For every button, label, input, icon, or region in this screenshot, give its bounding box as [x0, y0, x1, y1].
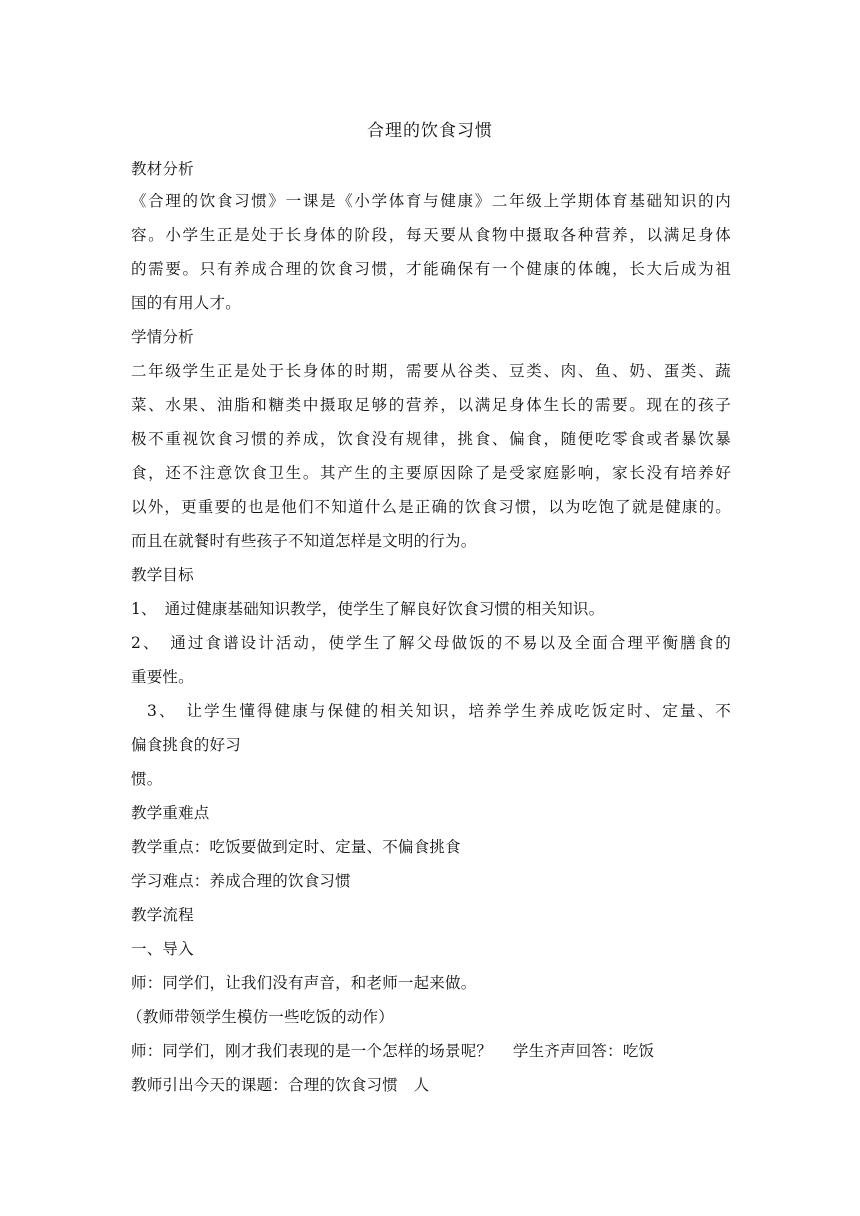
paragraph-line: 重要性。 [131, 668, 194, 686]
heading-teaching-goals: 教学目标 [131, 566, 194, 584]
heading-student-analysis: 学情分析 [131, 328, 194, 346]
goal-item-3: 3、 让学生懂得健康与保健的相关知识，培养学生养成吃饭定时、定量、不 [147, 702, 731, 720]
goal-item-2: 2、 通过食谱设计活动，使学生了解父母做饭的不易以及全面合理平衡膳食的 [131, 634, 731, 652]
difficult-point: 学习难点：养成合理的饮食习惯 [131, 872, 351, 890]
paragraph-line: 国的有用人才。 [131, 294, 241, 312]
key-point: 教学重点：吃饭要做到定时、定量、不偏食挑食 [131, 838, 461, 856]
document-title: 合理的饮食习惯 [367, 121, 493, 141]
paragraph-line: （教师带领学生模仿一些吃饭的动作） [127, 1008, 394, 1026]
paragraph-line: 惯。 [131, 770, 163, 788]
paragraph-line: 的需要。只有养成合理的饮食习惯，才能确保有一个健康的体魄，长大后成为祖 [131, 260, 731, 278]
paragraph-line: 师：同学们，刚才我们表现的是一个怎样的场景呢？ 学生齐声回答：吃饭 [131, 1042, 655, 1060]
paragraph-line: 容。小学生正是处于长身体的阶段，每天要从食物中摄取各种营养，以满足身体 [131, 226, 731, 244]
paragraph-line: 二年级学生正是处于长身体的时期，需要从谷类、豆类、肉、鱼、奶、蛋类、蔬 [131, 362, 731, 380]
paragraph-line: 以外，更重要的也是他们不知道什么是正确的饮食习惯，以为吃饱了就是健康的。 [131, 498, 731, 516]
paragraph-line: 《合理的饮食习惯》一课是《小学体育与健康》二年级上学期体育基础知识的内 [131, 192, 731, 210]
heading-key-points: 教学重难点 [131, 804, 210, 822]
paragraph-line: 师：同学们，让我们没有声音，和老师一起来做。 [131, 974, 477, 992]
paragraph-line: 教师引出今天的课题：合理的饮食习惯 人 [131, 1076, 430, 1094]
section-introduction: 一、导入 [131, 940, 194, 958]
paragraph-line: 菜、水果、油脂和糖类中摄取足够的营养，以满足身体生长的需要。现在的孩子 [131, 396, 731, 414]
paragraph-line: 而且在就餐时有些孩子不知道怎样是文明的行为。 [131, 532, 477, 550]
paragraph-line: 偏食挑食的好习 [131, 736, 241, 754]
goal-item-1: 1、 通过健康基础知识教学，使学生了解良好饮食习惯的相关知识。 [131, 600, 605, 618]
heading-teaching-process: 教学流程 [131, 906, 194, 924]
heading-textbook-analysis: 教材分析 [131, 160, 194, 178]
paragraph-line: 极不重视饮食习惯的养成，饮食没有规律，挑食、偏食，随便吃零食或者暴饮暴 [131, 430, 731, 448]
paragraph-line: 食，还不注意饮食卫生。其产生的主要原因除了是受家庭影响，家长没有培养好 [131, 464, 731, 482]
